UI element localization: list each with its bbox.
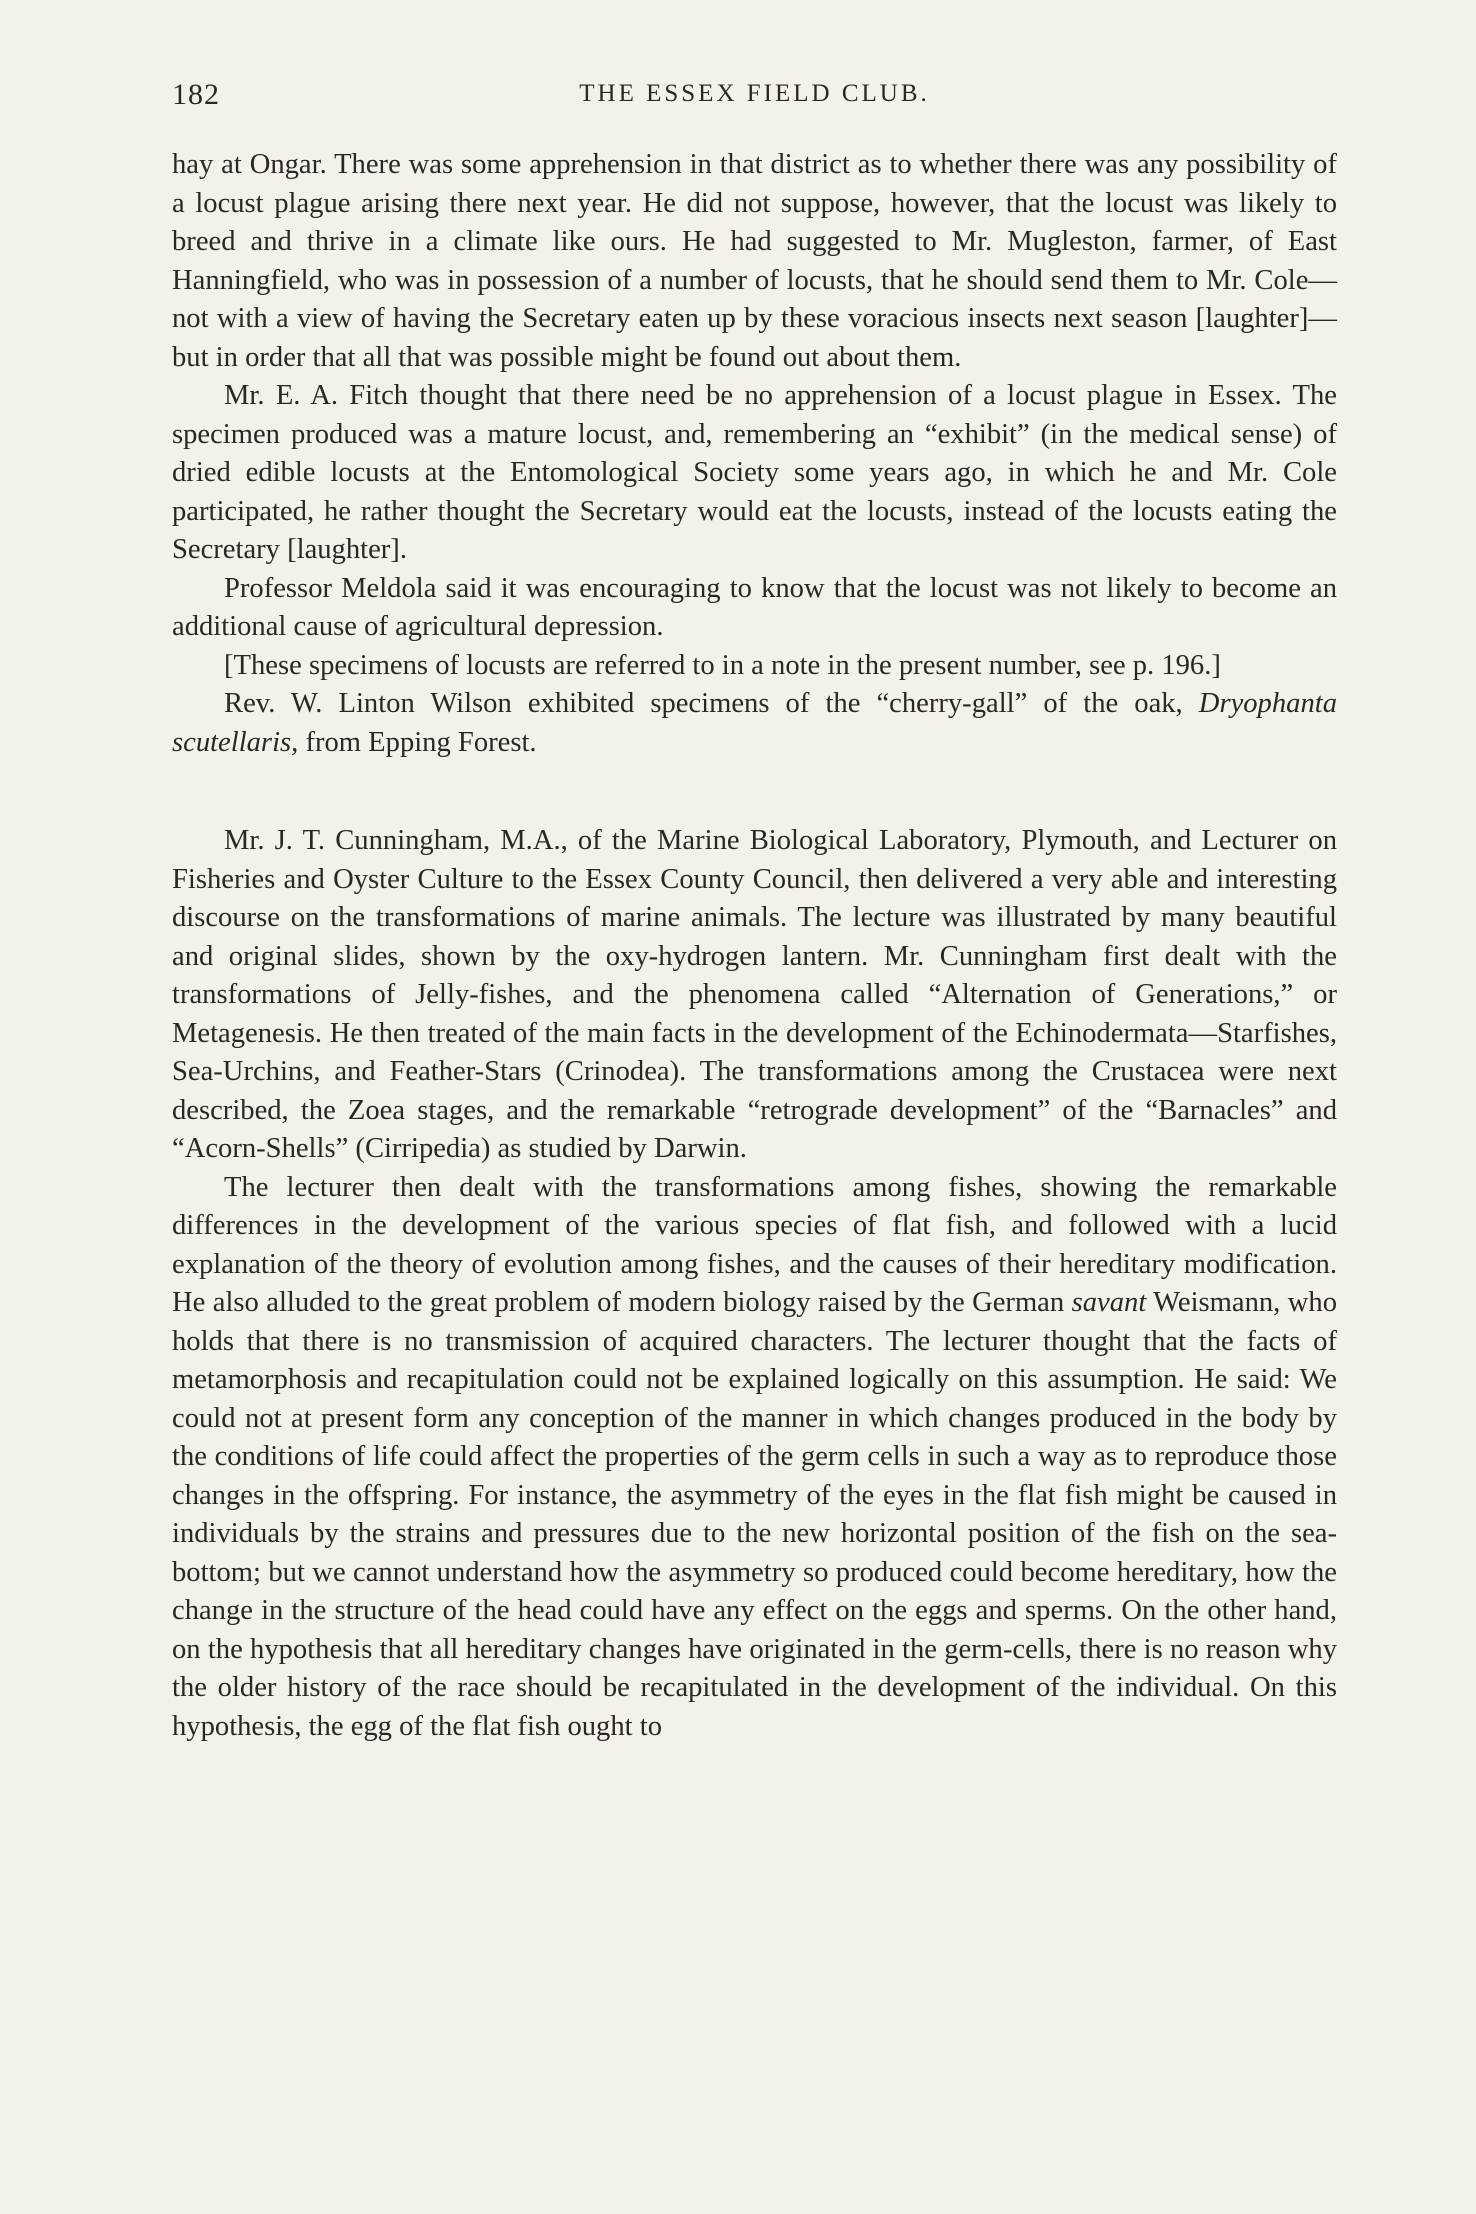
italic-term: savant (1071, 1287, 1147, 1318)
paragraph-fishes-transformations (172, 1169, 1337, 1747)
paragraph-meldola: Professor Meldola said it was encouraging to know that the locust was not likely to become an additional cause of agricultural depression. (172, 572, 1337, 642)
text-run: from Epping Forest. (298, 726, 537, 758)
paragraph-wilson-cherry-gall (172, 685, 1337, 762)
text-run: The lecturer then dealt with the transformations among fishes, showing the remarkable differences in the development of the various species of flat fish, and followed with a lucid explanation of the theory of evolution among fishes, and the causes of their hereditary modification. He also alluded to the great problem of modern biology raised by the German (172, 1171, 1337, 1318)
paragraph-fitch: Mr. E. A. Fitch thought that there need be no apprehension of a locust plague in Essex. The specimen produced was a mature locust, and, remembering an “exhibit” (in the medical sense) of dried edible locusts at the Entomological Society some years ago, in which he and Mr. Cole participated, he rather thought the Secretary would eat the locusts, instead of the locusts eating the Secretary [laughter]. (172, 380, 1337, 565)
page-header (172, 78, 1337, 118)
paragraph-ongar-locusts: hay at Ongar. There was some apprehension in that district as to whether there was any possibility of a locust plague arising there next year. He did not suppose, however, that the locust was likely to breed and thrive in a climate like ours. He had suggested to Mr. Mugleston, farmer, of East Hanningfield, who was in possession of a number of locusts, that he should send them to Mr. Cole—not with a view of having the Secretary eaten up by these voracious insects next season [laughter]—but in order that all that was possible might be found out about them. (172, 149, 1337, 373)
text-run: Weismann, who holds that there is no transmission of acquired characters. The lecturer thought that the facts of metamorphosis and recapitulation could not be explained logically on this assumption. He said: We could not at present form any conception of the manner in which changes produced in the body by the conditions of life could affect the properties of the germ cells in such a way as to reproduce those changes in the offspring. For instance, the asymmetry of the eyes in the flat fish might be caused in individuals by the strains and pressures due to the new horizontal position of the fish on the sea-bottom; but we cannot understand how the asymmetry so produced could become hereditary, how the change in the structure of the head could have any effect on the eggs and sperms. On the other hand, on the hypothesis that all hereditary changes have originated in the germ-cells, there is no reason why the older history of the race should be recapitulated in the development of the individual. On this hypothesis, the egg of the flat fish ought to (172, 1287, 1337, 1742)
paragraph-editorial-note: [These specimens of locusts are referred to in a note in the present number, see p. 196.] (224, 649, 1221, 681)
running-title: THE ESSEX FIELD CLUB. (579, 80, 930, 107)
text-run: Rev. W. Linton Wilson exhibited specimens of the “cherry-gall” of the oak, (224, 688, 1199, 719)
body-text (172, 146, 1337, 1746)
page-number: 182 (172, 78, 220, 111)
paragraph-cunningham-lecture: Mr. J. T. Cunningham, M.A., of the Marine Biological Laboratory, Plymouth, and Lecturer on Fisheries and Oyster Culture to the Essex County Council, then delivered a very able and interesting discourse on the transformations of marine animals. The lecture was illustrated by many beautiful and original slides, shown by the oxy-hydrogen lantern. Mr. Cunningham first dealt with the transformations of Jelly-fishes, and the phenomena called “Alternation of Generations,” or Metagenesis. He then treated of the main facts in the development of the Echinodermata—Starfishes, Sea-Urchins, and Feather-Stars (Crinodea). The transformations among the Crustacea were next described, the Zoea stages, and the remarkable “retrograde development” of the “Barnacles” and “Acorn-Shells” (Cirripedia) as studied by Darwin. (172, 825, 1337, 1164)
species-name: Dryophanta scutellaris, (172, 688, 1337, 758)
